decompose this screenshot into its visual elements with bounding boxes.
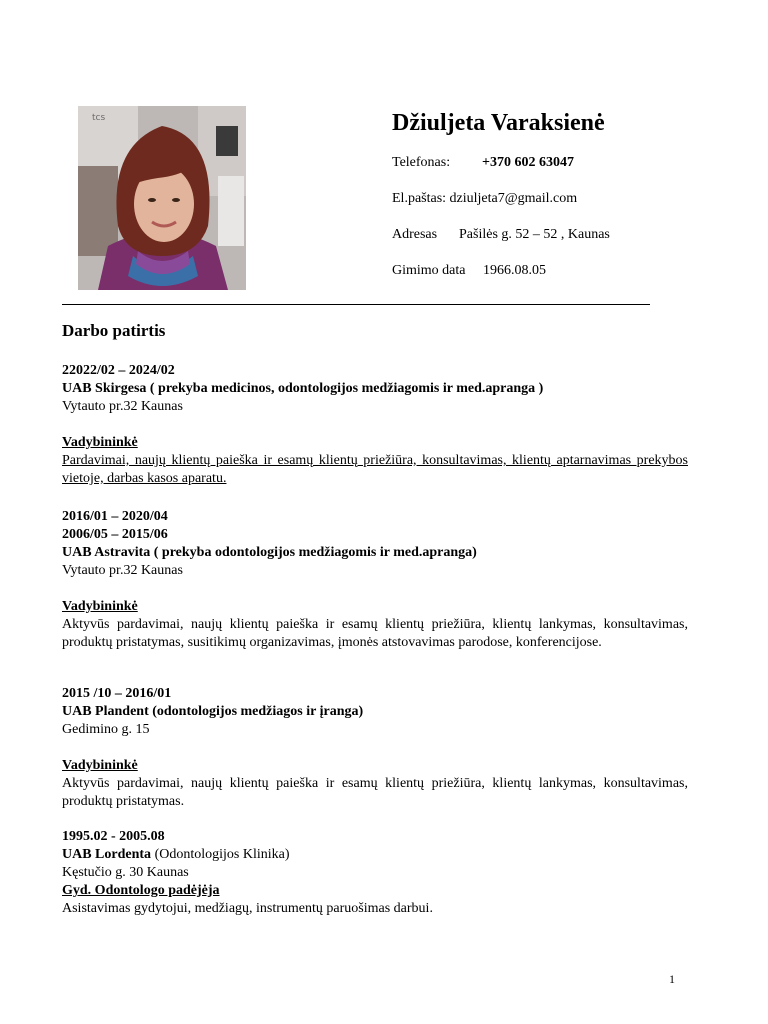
address-value: Pašilės g. 52 – 52 , Kaunas <box>459 227 610 242</box>
job-company: UAB Astravita ( prekyba odontologijos medžiagomis ir med.apranga) <box>62 545 477 560</box>
job-entry <box>62 828 688 918</box>
email-value: dziuljeta7@gmail.com <box>449 191 578 206</box>
job-entry <box>62 362 688 488</box>
section-title-experience: Darbo patirtis <box>62 321 166 340</box>
job-role: Vadybininkė <box>62 599 138 614</box>
phone-label: Telefonas: <box>392 155 451 170</box>
job-company: UAB Plandent (odontologijos medžiagos ir įranga) <box>62 704 364 719</box>
phone-row <box>392 154 574 172</box>
birthdate-label: Gimimo data <box>392 263 466 278</box>
email-label: El.paštas: <box>392 191 447 206</box>
job-duties: Aktyvūs pardavimai, naujų klientų paieška ir esamų klientų priežiūra, klientų lankymas, konsultavimas, produktų pristatymas, susitikimų organizavimas, įmonės atstovavimas parodose, konferencijose. <box>62 617 688 650</box>
job-company-type: (Odontologijos Klinika) <box>151 847 290 862</box>
job-dates: 2015 /10 – 2016/01 <box>62 686 172 701</box>
phone-value: +370 602 63047 <box>482 155 574 170</box>
profile-photo <box>78 106 246 290</box>
job-company: UAB Skirgesa ( prekyba medicinos, odontologijos medžiagomis ir med.apranga ) <box>62 381 544 396</box>
job-duties: Aktyvūs pardavimai, naujų klientų paieška ir esamų klientų priežiūra, klientų lankymas, konsultavimas, produktų pristatymas. <box>62 776 688 809</box>
job-dates: 2006/05 – 2015/06 <box>62 527 168 542</box>
page-number: 1 <box>669 972 675 986</box>
job-address: Vytauto pr.32 Kaunas <box>62 399 183 414</box>
job-dates: 2016/01 – 2020/04 <box>62 509 168 524</box>
job-role: Gyd. Odontologo padėjėja <box>62 883 220 898</box>
job-company-line <box>62 846 688 864</box>
job-company: UAB Lordenta <box>62 847 152 862</box>
email-row <box>392 190 577 208</box>
header-divider <box>62 304 650 305</box>
address-row <box>392 226 610 244</box>
job-address: Kęstučio g. 30 Kaunas <box>62 865 189 880</box>
job-duties: Pardavimai, naujų klientų paieška ir esamų klientų priežiūra, konsultavimas, klientų aptarnavimas prekybos vietoje, darbas kasos aparatu. <box>62 453 688 486</box>
job-dates: 1995.02 - 2005.08 <box>62 829 165 844</box>
job-role: Vadybininkė <box>62 435 138 450</box>
job-dates: 22022/02 – 2024/02 <box>62 363 175 378</box>
job-duties: Asistavimas gydytojui, medžiagų, instrumentų paruošimas darbui. <box>62 901 433 916</box>
photo-watermark: tcs <box>92 113 106 123</box>
job-address: Gedimino g. 15 <box>62 722 150 737</box>
job-address: Vytauto pr.32 Kaunas <box>62 563 183 578</box>
candidate-name: Džiuljeta Varaksienė <box>392 110 605 136</box>
job-role: Vadybininkė <box>62 758 138 773</box>
job-entry <box>62 685 688 811</box>
birthdate-row <box>392 262 546 280</box>
birthdate-value: 1966.08.05 <box>483 263 546 278</box>
address-label: Adresas <box>392 227 438 242</box>
job-entry <box>62 508 688 652</box>
